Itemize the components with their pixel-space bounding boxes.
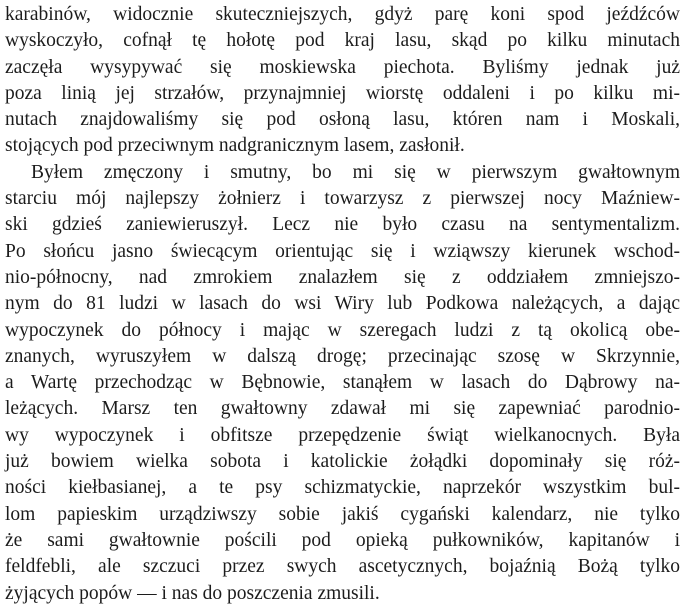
text-line: wy wypoczynek i obfitsze przepędzenie świąt wielkanocnych. Była — [5, 424, 680, 446]
text-line: a Wartę przechodząc w Bębnowie, stanąłem w lasach do Dąbrowy na- — [5, 372, 680, 394]
text-line: wypoczynek do północy i mając w szeregach ludzi z tą okolicą obe- — [5, 319, 680, 341]
text-line: lom papieskim urządziwszy sobie jakiś cygański kalendarz, nie tylko — [5, 503, 680, 525]
text-line: nutach znajdowaliśmy się pod osłoną lasu, któren nam i Moskali, — [5, 109, 680, 131]
text-line: zaczęła wysypywać się moskiewska piechota. Byliśmy jednak już — [5, 56, 680, 78]
text-line: karabinów, widocznie skuteczniejszych, gdyż parę koni spod jeźdźców — [5, 4, 680, 25]
text-line: wyskoczyło, cofnął tę hołotę pod kraj lasu, skąd po kilku minutach — [5, 30, 680, 52]
text-line: starciu mój najlepszy żołnierz i towarzysz z pierwszej nocy Maźniew- — [5, 188, 680, 210]
text-line: nio-północny, nad zmrokiem znalazłem się z oddziałem zmniejszo- — [5, 266, 680, 288]
text-line: feldfebli, ale szczuci przez swych ascetycznych, bojaźnią Bożą tylko — [5, 556, 680, 578]
text-line: że sami gwałtownie pościli pod opieką pułkowników, kapitanów i — [5, 529, 680, 551]
text-line: poza linią jej strzałów, przynajmniej wiorstę oddaleni i po kilku mi- — [5, 82, 680, 104]
text-line: stojących pod przeciwnym nadgranicznym lasem, zasłonił. — [5, 135, 465, 157]
text-line: Byłem zmęczony i smutny, bo mi się w pierwszym gwałtownym — [31, 161, 680, 183]
body-text — [5, 2, 680, 607]
text-line: nym do 81 ludzi w lasach do wsi Wiry lub Podkowa należących, a dając — [5, 293, 680, 315]
text-line: żyjących popów — i nas do poszczenia zmusili. — [5, 582, 380, 604]
paragraph-1 — [5, 2, 680, 160]
text-line: ności kiełbasianej, a te psy schizmatyckie, naprzekór wszystkim bul- — [5, 477, 680, 499]
text-line: leżących. Marsz ten gwałtowny zdawał mi się zapewniać parodnio- — [5, 398, 680, 420]
text-line: już bowiem wielka sobota i katolickie żołądki dopominały się róż- — [5, 451, 680, 473]
text-line: znanych, wyruszyłem w dalszą drogę; przecinając szosę w Skrzynnie, — [5, 345, 680, 367]
text-line: ski gdzieś zaniewieruszył. Lecz nie było czasu na sentymentalizm. — [5, 214, 680, 236]
text-line: Po słońcu jasno świecącym orientując się i wziąwszy kierunek wschod- — [5, 240, 680, 262]
paragraph-2 — [5, 160, 680, 607]
